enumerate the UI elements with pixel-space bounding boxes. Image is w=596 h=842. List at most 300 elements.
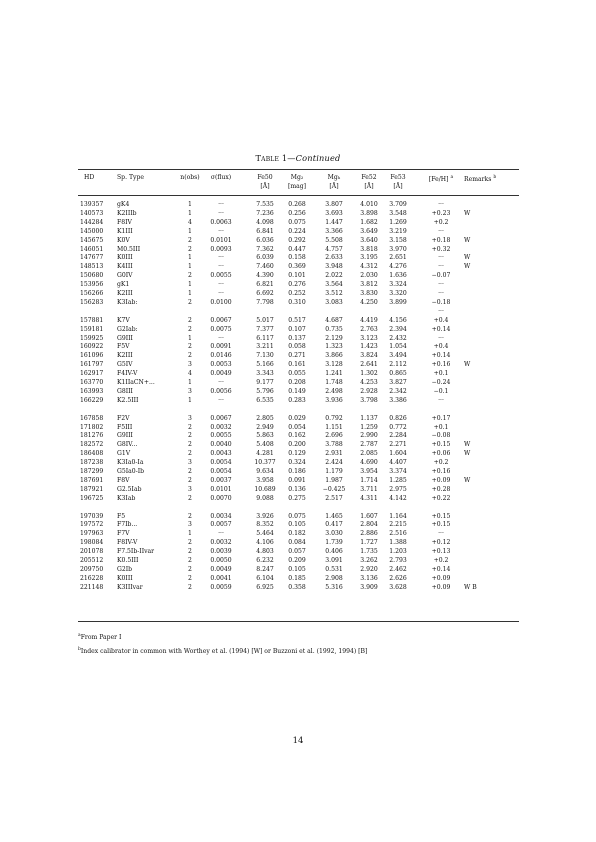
cell-nobs: 1	[188, 281, 192, 289]
cell-fe50: 6.535	[256, 396, 274, 404]
cell-fe50: 6.692	[256, 290, 274, 297]
cell-feh: +0.23	[431, 209, 451, 217]
cell-nobs: 2	[188, 557, 192, 564]
cell-hd: 182572	[80, 441, 104, 449]
cell-feh: +0.2	[433, 218, 449, 226]
cell-fe50: 9.634	[256, 468, 274, 475]
cell-fe53: 2.215	[389, 521, 407, 529]
header-fe50	[257, 174, 272, 181]
cell-sp-type: G2.5Iab	[117, 485, 142, 493]
footnote-mark: b	[78, 647, 81, 652]
cell-fe53: 3.628	[389, 583, 407, 591]
cell-fe52: 2.085	[360, 450, 378, 458]
header-unit-fe52: [Å]	[364, 183, 374, 190]
cell-mg2: 0.185	[288, 574, 306, 582]
cell-sp-type: F8IV	[117, 218, 132, 226]
cell-feh: +0.28	[431, 485, 451, 493]
cell-fe52: 2.804	[360, 521, 378, 529]
cell-mg2: 0.252	[288, 290, 306, 297]
cell-fe50: 6.821	[256, 281, 274, 289]
cell-hd: 201078	[80, 548, 104, 556]
cell-sp-type: F8V	[117, 476, 130, 484]
cell-fe53: 2.394	[389, 325, 407, 333]
cell-mgb: 3.693	[325, 209, 343, 217]
cell-fe52: 2.641	[360, 361, 378, 369]
cell-fe53: 2.284	[389, 432, 407, 440]
cell-hd: 181276	[80, 432, 104, 440]
cell-hd: 171802	[80, 423, 104, 431]
cell-feh: +0.1	[433, 423, 449, 431]
cell-fe52: 3.195	[360, 254, 378, 262]
cell-fe52: 3.640	[360, 236, 378, 244]
cell-fe50: 8.352	[256, 521, 274, 529]
header-unit-fe53: [Å]	[393, 183, 403, 190]
cell-sigma-flux: 0.0040	[210, 441, 232, 449]
cell-feh: +0.4	[433, 316, 449, 324]
bottom-rule	[78, 621, 519, 622]
cell-sigma-flux: 0.0091	[210, 343, 232, 351]
cell-hd: 157881	[80, 316, 104, 324]
cell-sp-type: F5	[117, 512, 126, 520]
cell-nobs: 1	[188, 334, 192, 342]
cell-fe52: 4.250	[360, 298, 378, 306]
cell-nobs: 1	[188, 254, 192, 262]
cell-fe50: 9.088	[256, 494, 274, 502]
cell-feh: ···	[438, 227, 444, 235]
cell-sp-type: K3IIIvar	[117, 583, 143, 591]
cell-nobs: 2	[188, 548, 192, 556]
caption-continued: Continued	[295, 153, 341, 163]
cell-mgb: 4.757	[325, 245, 343, 253]
cell-sigma-flux: ···	[218, 263, 224, 271]
cell-fe50: 7.130	[256, 352, 274, 360]
cell-hd: 153956	[80, 281, 104, 289]
cell-mg2: 0.129	[288, 450, 306, 458]
cell-fe52: 1.259	[360, 423, 378, 431]
cell-fe50: 5.408	[256, 441, 274, 449]
cell-hd: 197039	[80, 512, 104, 520]
cell-mg2: 0.057	[288, 548, 306, 556]
cell-mgb: 3.788	[325, 441, 343, 449]
cell-hd: 150680	[80, 272, 104, 280]
cell-sigma-flux: 0.0101	[210, 236, 232, 244]
cell-fe52: 4.311	[360, 494, 378, 502]
header-mgb	[328, 174, 341, 181]
cell-sigma-flux: 0.0100	[210, 298, 232, 306]
cell-mg2: 0.186	[288, 468, 306, 475]
cell-fe50: 4.106	[256, 539, 274, 547]
cell-sigma-flux: ···	[218, 530, 224, 538]
cell-feh: +0.12	[431, 539, 451, 547]
cell-nobs: 2	[188, 245, 192, 253]
cell-sp-type: gK4	[117, 201, 130, 208]
cell-hd: 196725	[80, 494, 104, 502]
cell-mgb: 1.447	[325, 218, 343, 226]
cell-hd: 198084	[80, 539, 104, 547]
cell-sp-type: G5Ia0-Ib	[117, 468, 145, 475]
cell-nobs: 1	[188, 209, 192, 217]
cell-sigma-flux: 0.0146	[210, 352, 232, 360]
cell-sp-type: G8IV...	[117, 441, 138, 449]
caption-separator: —	[287, 153, 296, 163]
cell-mgb: 3.128	[325, 361, 343, 369]
cell-nobs: 2	[188, 539, 192, 547]
cell-hd: 145000	[80, 227, 104, 235]
cell-sigma-flux: ···	[218, 281, 224, 289]
cell-fe50: 2.805	[256, 414, 274, 422]
cell-fe50: 4.390	[256, 272, 274, 280]
cell-mg2: 0.224	[288, 227, 306, 235]
cell-fe50: 7.798	[256, 298, 274, 306]
cell-mg2: 0.310	[288, 298, 306, 306]
cell-nobs: 3	[188, 387, 192, 395]
cell-sigma-flux: ···	[218, 334, 224, 342]
cell-mg2: 0.054	[288, 423, 306, 431]
cell-fe52: 1.682	[360, 218, 378, 226]
cell-sp-type: K2.5III	[117, 396, 139, 404]
cell-nobs: 3	[188, 459, 192, 467]
cell-sp-type: K0.5III	[117, 557, 139, 564]
cell-sigma-flux: 0.0101	[210, 485, 232, 493]
cell-fe53: 0.826	[389, 414, 407, 422]
cell-sp-type: G8III	[117, 387, 133, 395]
cell-nobs: 2	[188, 512, 192, 520]
cell-nobs: 2	[188, 574, 192, 582]
cell-mg2: 0.209	[288, 557, 306, 564]
cell-feh: ···	[438, 263, 444, 271]
header-unit-mgb: [Å]	[329, 183, 339, 190]
footnote-text: Index calibrator in common with Worthey et al. (1994) [W] or Buzzoni et al. (1992, 1994) [B]	[80, 648, 368, 656]
cell-feh: +0.18	[431, 236, 451, 244]
cell-fe50: 5.796	[256, 387, 274, 395]
cell-nobs: 3	[188, 485, 192, 493]
cell-fe52: 1.302	[360, 370, 378, 378]
cell-mgb: 3.512	[325, 290, 343, 297]
cell-sp-type: K3Ia0-Ia	[117, 459, 144, 467]
cell-nobs: 1	[188, 201, 192, 208]
header-rule	[78, 195, 519, 196]
cell-fe53: 3.827	[389, 379, 407, 386]
cell-sigma-flux: 0.0032	[210, 539, 232, 547]
cell-remarks: W	[464, 209, 471, 217]
cell-hd: 140573	[80, 209, 104, 217]
page-number: 14	[292, 736, 304, 746]
cell-sp-type: K0III	[117, 574, 133, 582]
cell-hd: 216228	[80, 574, 104, 582]
cell-hd: 197963	[80, 530, 104, 538]
cell-fe50: 5.464	[256, 530, 274, 538]
cell-remarks: W	[464, 254, 471, 262]
cell-hd: 148513	[80, 263, 104, 271]
cell-feh: +0.2	[433, 459, 449, 467]
cell-sigma-flux: 0.0055	[210, 272, 232, 280]
cell-fe53: 3.374	[389, 468, 407, 475]
header-footnote-mark: a	[450, 175, 454, 180]
cell-mgb: −0.425	[322, 485, 346, 493]
cell-fe50: 7.535	[256, 201, 274, 208]
table-caption	[0, 153, 596, 163]
cell-hd: 167858	[80, 414, 104, 422]
cell-mgb: 1.241	[325, 370, 343, 378]
cell-sp-type: K1III	[117, 227, 133, 235]
cell-mgb: 2.517	[325, 494, 343, 502]
cell-sp-type: F2V	[117, 414, 130, 422]
cell-feh: +0.15	[431, 441, 451, 449]
cell-fe53: 2.271	[389, 441, 407, 449]
cell-mg2: 0.182	[288, 530, 306, 538]
cell-nobs: 2	[188, 468, 192, 475]
cell-nobs: 2	[188, 494, 192, 502]
cell-fe52: 2.920	[360, 565, 378, 573]
cell-mg2: 0.283	[288, 396, 306, 404]
cell-mg2: 0.162	[288, 432, 306, 440]
cell-nobs: 1	[188, 379, 192, 386]
cell-feh: ···	[438, 396, 444, 404]
cell-feh: +0.32	[431, 245, 451, 253]
cell-fe52: 4.312	[360, 263, 378, 271]
cell-fe52: 3.711	[360, 485, 378, 493]
cell-feh: ···	[438, 290, 444, 297]
cell-nobs: 2	[188, 476, 192, 484]
cell-nobs: 2	[188, 441, 192, 449]
cell-nobs: 2	[188, 325, 192, 333]
cell-hd: 221148	[80, 583, 104, 591]
cell-mgb: 2.908	[325, 574, 343, 582]
cell-mg2: 0.517	[288, 316, 306, 324]
cell-sp-type: F7V	[117, 530, 130, 538]
cell-nobs: 2	[188, 565, 192, 573]
cell-fe53: 3.899	[389, 298, 407, 306]
cell-feh: −0.08	[431, 432, 451, 440]
cell-mgb: 1.465	[325, 512, 343, 520]
cell-fe50: 3.211	[256, 343, 274, 351]
cell-sp-type: F7.5Ib-IIvar	[117, 548, 155, 556]
cell-fe53: 3.970	[389, 245, 407, 253]
cell-sigma-flux: 0.0067	[210, 316, 232, 324]
cell-hd: 146051	[80, 245, 104, 253]
cell-remarks: W	[464, 236, 471, 244]
cell-sp-type: F4IV-V	[117, 370, 138, 378]
cell-fe52: 3.818	[360, 245, 378, 253]
cell-feh: ···	[438, 281, 444, 289]
header-label: Fe50	[257, 174, 273, 181]
cell-fe50: 7.460	[256, 263, 274, 271]
cell-mgb: 5.508	[325, 236, 343, 244]
cell-mg2: 0.276	[288, 281, 306, 289]
cell-fe52: 4.419	[360, 316, 378, 324]
cell-mg2: 0.369	[288, 263, 306, 271]
cell-mgb: 0.417	[325, 521, 343, 529]
cell-fe53: 4.407	[389, 459, 407, 467]
header-label: Fe52	[361, 174, 377, 181]
cell-nobs: 2	[188, 316, 192, 324]
cell-fe53: 2.626	[389, 574, 407, 582]
cell-mg2: 0.075	[288, 218, 306, 226]
cell-fe50: 10.689	[254, 485, 276, 493]
cell-fe50: 10.377	[254, 459, 276, 467]
cell-mg2: 0.447	[288, 245, 306, 253]
cell-fe53: 2.342	[389, 387, 407, 395]
cell-fe53: 3.548	[389, 209, 407, 217]
cell-sp-type: K0V	[117, 236, 130, 244]
cell-mgb: 5.316	[325, 583, 343, 591]
cell-feh: +0.17	[431, 414, 451, 422]
cell-mgb: 0.531	[325, 565, 343, 573]
cell-feh: +0.15	[431, 521, 451, 529]
cell-sigma-flux: 0.0093	[210, 245, 232, 253]
cell-mgb: 2.696	[325, 432, 343, 440]
cell-fe53: 2.432	[389, 334, 407, 342]
header-hd	[84, 174, 94, 181]
cell-sigma-flux: 0.0059	[210, 583, 232, 591]
cell-mg2: 0.136	[288, 485, 306, 493]
cell-remarks: W	[464, 361, 471, 369]
cell-fe52: 3.136	[360, 574, 378, 582]
cell-mg2: 0.200	[288, 441, 306, 449]
cell-fe50: 9.177	[256, 379, 274, 386]
cell-fe50: 6.039	[256, 254, 274, 262]
cell-fe53: 2.462	[389, 565, 407, 573]
cell-hd: 144284	[80, 218, 104, 226]
cell-fe50: 7.236	[256, 209, 274, 217]
cell-sp-type: G1V	[117, 450, 131, 458]
cell-fe53: 1.054	[389, 343, 407, 351]
cell-sp-type: K0III	[117, 254, 133, 262]
cell-feh: +0.14	[431, 325, 451, 333]
cell-mg2: 0.271	[288, 352, 306, 360]
cell-mgb: 1.987	[325, 476, 343, 484]
cell-fe53: 3.320	[389, 290, 407, 297]
cell-fe52: 3.909	[360, 583, 378, 591]
cell-fe52: 3.824	[360, 352, 378, 360]
cell-feh: +0.4	[433, 343, 449, 351]
cell-fe53: 1.164	[389, 512, 407, 520]
cell-mgb: 3.091	[325, 557, 343, 564]
cell-sigma-flux: 0.0063	[210, 218, 232, 226]
cell-feh: −0.07	[431, 272, 451, 280]
cell-feh: +0.09	[431, 476, 451, 484]
header-label: HD	[84, 174, 95, 181]
cell-fe52: 3.798	[360, 396, 378, 404]
cell-mgb: 4.687	[325, 316, 343, 324]
cell-fe50: 7.362	[256, 245, 274, 253]
cell-sigma-flux: 0.0049	[210, 370, 232, 378]
cell-sigma-flux: ···	[218, 209, 224, 217]
cell-fe52: 3.649	[360, 227, 378, 235]
cell-sigma-flux: ···	[218, 290, 224, 297]
header-mg2	[291, 174, 304, 181]
cell-nobs: 2	[188, 298, 192, 306]
cell-feh: ···	[438, 201, 444, 208]
footnote-b	[78, 647, 367, 655]
cell-sp-type: gK1	[117, 281, 130, 289]
cell-fe53: 3.709	[389, 201, 407, 208]
cell-fe50: 6.117	[256, 334, 274, 342]
cell-sigma-flux: 0.0053	[210, 361, 232, 369]
cell-hd: 139357	[80, 201, 104, 208]
cell-mgb: 2.424	[325, 459, 343, 467]
cell-sp-type: F8IV-V	[117, 539, 138, 547]
cell-mg2: 0.105	[288, 565, 306, 573]
cell-fe52: 2.787	[360, 441, 378, 449]
cell-mgb: 2.022	[325, 272, 343, 280]
cell-fe52: 2.928	[360, 387, 378, 395]
cell-sigma-flux: 0.0067	[210, 414, 232, 422]
cell-mgb: 1.739	[325, 539, 343, 547]
cell-mg2: 0.105	[288, 521, 306, 529]
cell-mgb: 3.807	[325, 201, 343, 208]
cell-hd: 156266	[80, 290, 104, 297]
cell-fe50: 6.036	[256, 236, 274, 244]
cell-feh: ···	[438, 334, 444, 342]
cell-fe50: 3.343	[256, 370, 274, 378]
cell-nobs: 2	[188, 343, 192, 351]
cell-mgb: 0.406	[325, 548, 343, 556]
cell-feh: −0.18	[431, 298, 451, 306]
cell-mgb: 3.564	[325, 281, 343, 289]
header-unit-fe50: [Å]	[260, 183, 270, 190]
cell-fe52: 4.690	[360, 459, 378, 467]
cell-remarks: W	[464, 441, 471, 449]
cell-hd: 187921	[80, 485, 104, 493]
cell-hd: 166229	[80, 396, 104, 404]
cell-sigma-flux: ···	[218, 396, 224, 404]
cell-nobs: 3	[188, 414, 192, 422]
cell-hd: 205512	[80, 557, 104, 564]
table-number: Table 1	[255, 153, 288, 163]
cell-nobs: 2	[188, 432, 192, 440]
cell-fe52: 1.607	[360, 512, 378, 520]
cell-nobs: 3	[188, 361, 192, 369]
header-feh	[429, 174, 453, 183]
cell-sigma-flux: 0.0054	[210, 468, 232, 475]
footnote-mark: a	[78, 633, 81, 638]
cell-mg2: 0.324	[288, 459, 306, 467]
cell-sp-type: K7V	[117, 316, 130, 324]
cell-hd: 187299	[80, 468, 104, 475]
cell-hd: 161797	[80, 361, 104, 369]
cell-mg2: 0.075	[288, 512, 306, 520]
cell-feh: +0.09	[431, 574, 451, 582]
cell-mg2: 0.161	[288, 361, 306, 369]
cell-sigma-flux: 0.0056	[210, 387, 232, 395]
cell-nobs: 2	[188, 272, 192, 280]
cell-fe52: 2.886	[360, 530, 378, 538]
cell-feh: +0.13	[431, 548, 451, 556]
cell-mg2: 0.158	[288, 254, 306, 262]
cell-fe53: 0.772	[389, 423, 407, 431]
cell-fe50: 4.803	[256, 548, 274, 556]
header-footnote-mark: b	[493, 175, 497, 180]
cell-fe53: 4.142	[389, 494, 407, 502]
header-fe52	[361, 174, 376, 181]
cell-sp-type: G9III	[117, 334, 133, 342]
cell-fe50: 2.949	[256, 423, 274, 431]
cell-fe50: 6.841	[256, 227, 274, 235]
cell-fe52: 2.763	[360, 325, 378, 333]
cell-fe52: 1.714	[360, 476, 378, 484]
cell-fe50: 6.232	[256, 557, 274, 564]
cell-sp-type: K4III	[117, 263, 133, 271]
cell-feh: +0.22	[431, 494, 451, 502]
cell-fe53: 1.604	[389, 450, 407, 458]
cell-sigma-flux: 0.0032	[210, 423, 232, 431]
cell-mg2: 0.149	[288, 387, 306, 395]
cell-fe53: 2.975	[389, 485, 407, 493]
cell-sigma-flux: 0.0039	[210, 548, 232, 556]
cell-nobs: 1	[188, 263, 192, 271]
cell-fe53: 2.112	[389, 361, 407, 369]
